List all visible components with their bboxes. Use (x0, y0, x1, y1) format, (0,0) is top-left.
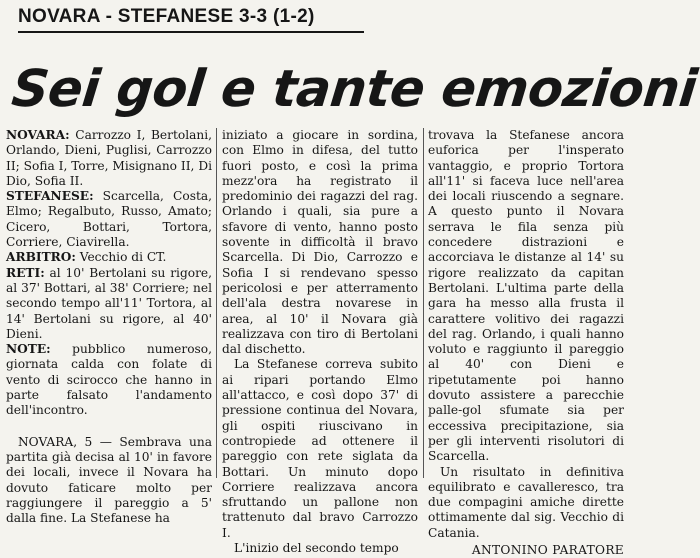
stefanese-lineup-text: Scarcella, Costa, Elmo; Regalbuto, Russo, Amato; Cicero, Bottari, Tortora, Corriere, Ciavirella. (6, 189, 212, 250)
lineup-novara (6, 128, 212, 189)
arbitro-label: ARBITRO: (6, 250, 76, 265)
article-col2-paragraph-1: iniziato a giocare in sordina, con Elmo in difesa, del tutto fuori posto, e così la prima mezz'ora ha registrato il predominio dei ragazzi del rag. Orlando i quali, sia pure a sfavore di vento, hanno posto sovente in difficoltà il bravo Scarcella. Di Dio, Carrozzo e Sofia I si rendevano spesso pericolosi e per atterramento dell'ala destra novarese in area, al 10' il Novara già realizzava con tiro di Bertolani dal dischetto. (222, 128, 418, 357)
article-col3-paragraph-2: Un risultato in definitiva equilibrato e cavalleresco, tra due compagini amiche dirette ottimamente dal sig. Vecchio di Catania. (428, 464, 624, 540)
byline: ANTONINO PARATORE (471, 543, 624, 558)
reti-label: RETI: (6, 265, 45, 280)
headline: Sei gol e tante emozioni (8, 60, 700, 119)
column-divider (423, 128, 424, 478)
match-kicker: NOVARA - STEFANESE 3-3 (1-2) (18, 4, 364, 33)
note-label: NOTE: (6, 342, 51, 357)
goals-line (6, 266, 212, 342)
arbitro-text: Vecchio di CT. (75, 250, 167, 265)
referee-line (6, 250, 212, 265)
column-3 (428, 128, 624, 558)
column-2 (222, 128, 418, 556)
lineup-stefanese (6, 189, 212, 250)
column-divider (216, 128, 217, 478)
reti-text: al 10' Bertolani su rigore, al 37' Bottari, al 38' Corriere; nel secondo tempo all'11' Tortora, al 14' Bertolani su rigore, al 40' Dieni. (6, 265, 212, 341)
column-1 (6, 128, 212, 526)
novara-label: NOVARA: (6, 128, 70, 142)
article-col3-paragraph-1: trovava la Stefanese ancora euforica per l'insperato vantaggio, e proprio Tortora all'11' si faceva luce nell'area dei locali riuscendo a segnare. A questo punto il Novara serrava le fila senza più concedere distrazioni e accorciava le distanze al 14' su rigore realizzato da capitan Bertolani. L'ultima parte della gara ha messo alla frusta il carattere volitivo dei ragazzi del rag. Orlando, i quali hanno voluto e raggiunto il pareggio al 40' con Dieni e ripetutamente poi hanno dovuto assistere a parecchie palle-gol sfumate sia per eccessiva precipitazione, sia per gli interventi risolutori di Scarcella. (428, 128, 624, 464)
notes-line (6, 342, 212, 418)
article-col2-paragraph-2: La Stefanese correva subito ai ripari portando Elmo all'attacco, e così dopo 37' di pressione continua del Novara, gli ospiti riuscivano in contropiede ad ottenere il pareggio con rete siglata da Bottari. Un minuto dopo Corriere realizzava ancora sfruttando un pallone non trattenuto dal bravo Carrozzo I. (222, 357, 418, 540)
novara-lineup-text: Carrozzo I, Bertolani, Orlando, Dieni, Puglisi, Carrozzo II; Sofia I, Torre, Misignano II, Di Dio, Sofia II. (6, 128, 212, 188)
note-text: pubblico numeroso, giornata calda con folate di vento di scirocco che hanno in parte falsato l'andamento dell'incontro. (6, 342, 212, 418)
stefanese-label: STEFANESE: (6, 189, 94, 204)
article-col1-paragraph: NOVARA, 5 — Sembrava una partita già decisa al 10' in favore dei locali, invece il Novara ha dovuto faticare molto per raggiungere il pareggio a 5' dalla fine. La Stefanese ha (6, 434, 212, 526)
article-col2-paragraph-3: L'inizio del secondo tempo (234, 541, 399, 556)
